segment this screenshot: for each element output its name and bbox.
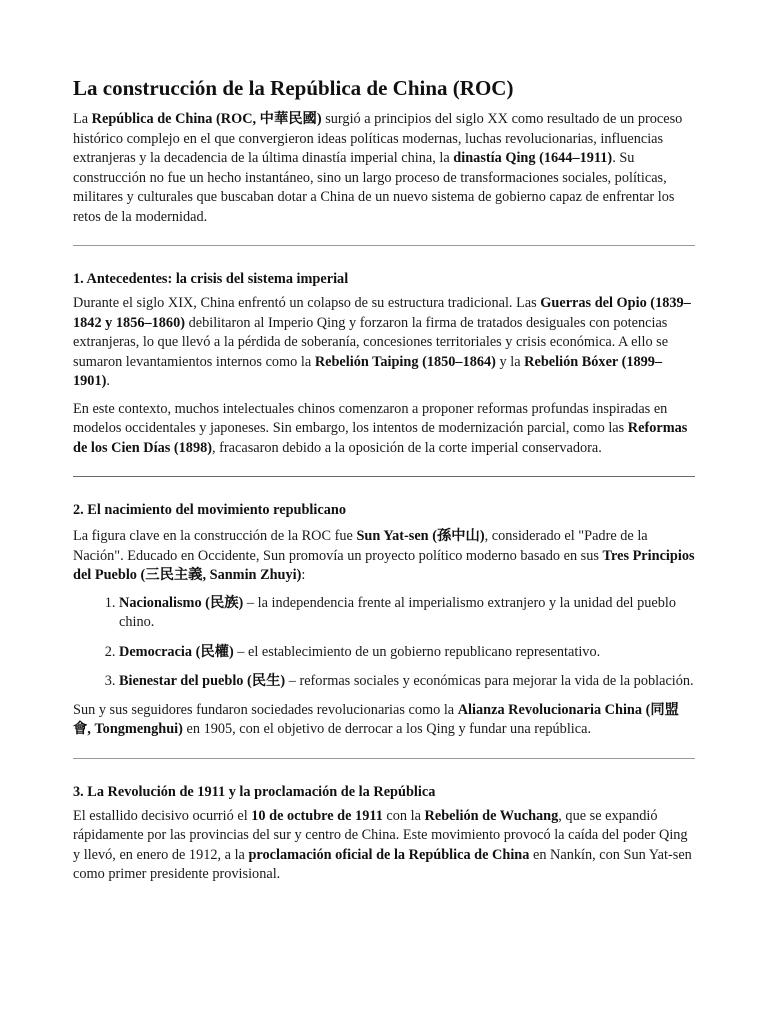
principles-list — [73, 594, 695, 692]
document-title: La construcción de la República de China (ROC) — [73, 76, 514, 100]
section-paragraph: Durante el siglo XIX, China enfrentó un colapso de su estructura tradicional. Las Guerras del Opio (1839–1842 y 1856–1860) debilitaron al Imperio Qing y forzaron la firma de tratados desiguales con potencias extranjeras, lo que llevó a la pérdida de soberanía, concesiones territoriales y crisis económica. A ello se sumaron levantamientos internos como la Rebelión Taiping (1850–1864) y la Rebelión Bóxer (1899–1901). — [73, 295, 691, 389]
section-divider — [73, 245, 695, 246]
section-divider — [73, 758, 695, 759]
section-paragraph: En este contexto, muchos intelectuales chinos comenzaron a proponer reformas profundas inspiradas en modelos occidentales y japoneses. Sin embargo, los intentos de modernización parcial, como las Reformas de los Cien Días (1898), fracasaron debido a la oposición de la corte imperial conservadora. — [73, 400, 688, 456]
list-item: 2. Democracia (民權) – el establecimiento de un gobierno republicano representativo. — [119, 643, 695, 663]
section-paragraph: Sun y sus seguidores fundaron sociedades revolucionarias como la Alianza Revolucionaria China (同盟會, Tongmenghui) en 1905, con el objetivo de derrocar a los Qing y fundar una república. — [73, 701, 679, 737]
intro-paragraph: La República de China (ROC, 中華民國) surgió a principios del siglo XX como resultado de un proceso histórico complejo en el que convergieron ideas políticas modernas, luchas revolucionarias, influencias extranjeras y la decadencia de la última dinastía imperial china, la dinastía Qing (1644–1911). Su construcción no fue un hecho instantáneo, sino un largo proceso de transformaciones sociales, políticas, militares y culturales que buscaban dotar a China de un nuevo sistema de gobierno capaz de enfrentar los retos de la modernidad. — [73, 111, 683, 225]
section-paragraph: El estallido decisivo ocurrió el 10 de octubre de 1911 con la Rebelión de Wuchang, que se expandió rápidamente por las provincias del sur y centro de China. Este movimiento provocó la caída del poder Qing y llevó, en enero de 1912, a la proclamación oficial de la República de China en Nankín, con Sun Yat-sen como primer presidente provisional. — [73, 807, 692, 882]
section-divider — [73, 476, 695, 477]
section-heading: 1. Antecedentes: la crisis del sistema imperial — [73, 271, 349, 287]
section-paragraph: La figura clave en la construcción de la ROC fue Sun Yat-sen (孫中山), considerado el "Padre de la Nación". Educado en Occidente, Sun promovía un proyecto político moderno basado en sus Tres Principios del Pueblo (三民主義, Sanmin Zhuyi): — [73, 528, 695, 583]
list-item: 3. Bienestar del pueblo (民生) – reformas sociales y económicas para mejorar la vida de la población. — [119, 672, 695, 692]
section-heading: 2. El nacimiento del movimiento republicano — [73, 502, 346, 518]
document-body — [73, 74, 695, 885]
section-heading: 3. La Revolución de 1911 y la proclamación de la República — [73, 783, 436, 800]
list-item: 1. Nacionalismo (民族) – la independencia frente al imperialismo extranjero y la unidad del pueblo chino. — [119, 594, 695, 633]
